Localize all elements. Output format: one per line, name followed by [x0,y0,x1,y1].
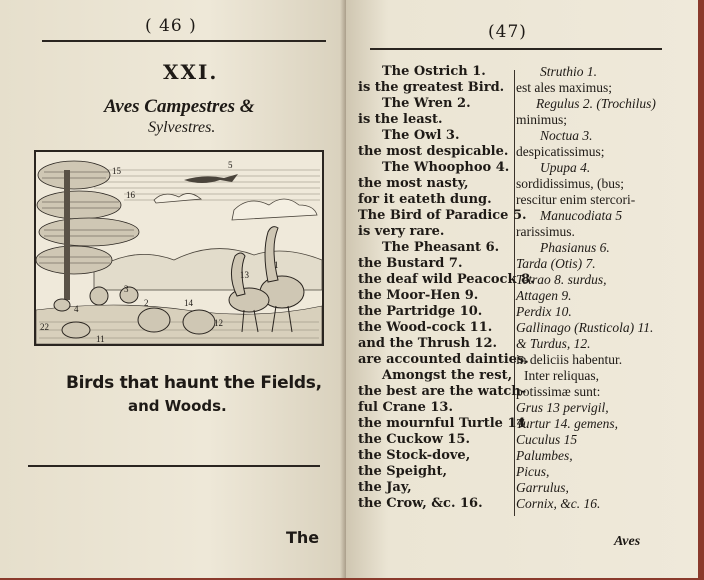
en-line: The Ostrich 1. [382,64,486,79]
en-line: the Wood-cock 11. [358,320,493,335]
page-number-right: (47) [488,22,527,42]
page-number-left: ( 46 ) [145,16,197,36]
en-line: the Speight, [358,464,448,479]
latin-title-line2: Sylvestres. [148,119,216,136]
header-rule-left [42,40,326,42]
la-line: Picus, [516,464,550,479]
la-line: Manucodiata 5 [540,208,623,223]
fig-label-15: 15 [112,166,121,176]
la-line: rescitur enim stercori- [516,192,636,207]
fig-label-5: 5 [228,160,233,170]
la-line: rarissimus. [516,224,575,239]
la-line: Struthio 1. [540,64,598,79]
la-line: Gallinago (Rusticola) 11. [516,320,654,335]
fig-label-11: 11 [96,334,105,344]
en-line: the mournful Turtle 14 [358,416,526,431]
left-page [0,0,346,578]
catchword-right: Aves [614,534,641,549]
en-line: The Wren 2. [382,96,471,111]
bird-engraving [34,150,324,346]
la-line: Inter reliquas, [524,368,599,383]
en-line: The Owl 3. [382,128,460,143]
en-line: the Crow, &c. 16. [358,496,483,511]
en-line: the Cuckow 15. [358,432,470,447]
la-line: potissimæ sunt: [516,384,601,399]
en-line: The Bird of Paradice 5. [358,208,527,223]
en-line: Amongst the rest, [382,368,513,383]
header-rule-right [370,48,662,50]
la-line: Tetrao 8. surdus, [516,272,607,287]
en-line: the Bustard 7. [358,256,463,271]
la-line: Upupa 4. [540,160,591,175]
fig-label-12: 12 [214,318,223,328]
la-line: sordidissimus, (bus; [516,176,625,191]
en-line: for it eateth dung. [358,192,492,207]
chapter-number: XXI. [163,60,219,84]
en-line: the most nasty, [358,176,469,191]
english-title-line1: Birds that haunt the Fields, [66,373,322,393]
la-line: Cornix, &c. 16. [516,496,601,511]
la-line: & Turdus, 12. [516,336,591,351]
latin-title-line1: Aves Campestres & [104,96,255,117]
en-line: the Jay, [358,480,412,495]
la-line: in deliciis habentur. [516,352,623,367]
en-line: ful Crane 13. [358,400,453,415]
la-line: Tarda (Otis) 7. [516,256,596,271]
en-line: are accounted dainties. [358,352,529,367]
fig-label-14: 14 [184,298,193,308]
fig-label-1: 1 [274,260,279,270]
en-line: is the least. [358,112,443,127]
la-line: Cuculus 15 [516,432,578,447]
footer-rule-left [28,465,320,467]
la-line: minimus; [516,112,568,127]
la-line: Regulus 2. (Trochilus) [536,96,656,111]
la-line: Turtur 14. gemens, [516,416,619,431]
en-line: is very rare. [358,224,445,239]
en-line: the Moor-Hen 9. [358,288,479,303]
en-line: the Stock-dove, [358,448,471,463]
la-line: Phasianus 6. [540,240,610,255]
english-title-line2: and Woods. [128,397,227,415]
en-line: the Partridge 10. [358,304,483,319]
en-line: the best are the watch- [358,384,527,399]
en-line: is the greatest Bird. [358,80,505,95]
fig-label-22: 22 [40,322,49,332]
la-line: despicatissimus; [516,144,605,159]
fig-label-2: 2 [144,298,149,308]
la-line: Noctua 3. [540,128,593,143]
la-line: Garrulus, [516,480,569,495]
la-line: Attagen 9. [516,288,572,303]
fig-label-16: 16 [126,190,135,200]
en-line: the most despicable. [358,144,509,159]
en-line: the deaf wild Peacock 8. [358,272,535,287]
catchword-left: The [286,528,320,547]
la-line: Grus 13 pervigil, [516,400,609,415]
la-line: Palumbes, [516,448,573,463]
en-line: The Pheasant 6. [382,240,500,255]
fig-label-3: 3 [124,284,129,294]
en-line: and the Thrush 12. [358,336,498,351]
fig-label-4: 4 [74,304,79,314]
la-line: Perdix 10. [516,304,572,319]
right-page [346,0,698,578]
latin-column [516,64,696,524]
en-line: The Whoophoo 4. [382,160,510,175]
engraving-svg [34,150,324,346]
la-line: est ales maximus; [516,80,612,95]
column-divider [514,70,515,516]
fig-label-13: 13 [240,270,249,280]
